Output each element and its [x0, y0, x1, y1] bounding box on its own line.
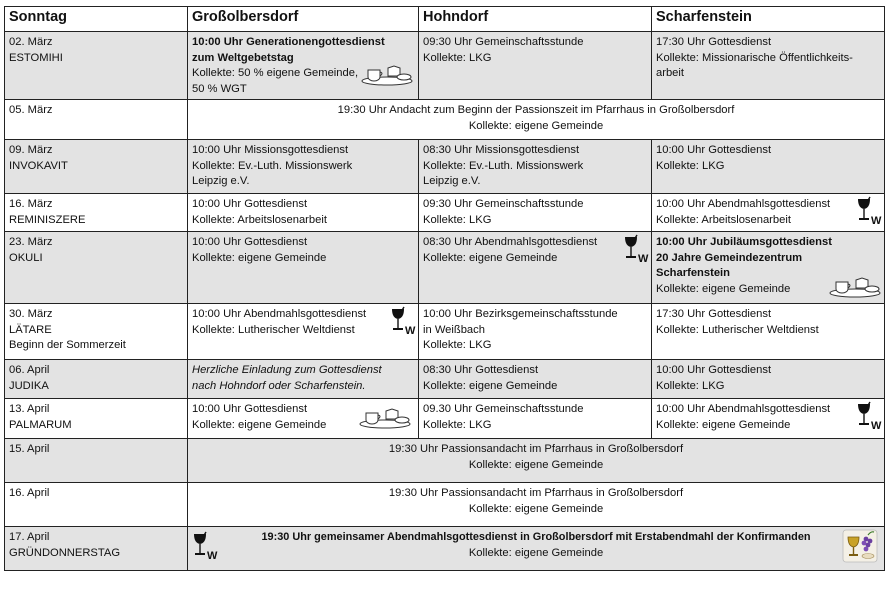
- hohndorf-cell: [419, 360, 652, 399]
- date-cell: [5, 360, 188, 399]
- grossolbersdorf-cell: [188, 360, 419, 399]
- coffee-cups-icon: [358, 407, 412, 429]
- date-note: Beginn der Sommerzeit: [9, 339, 126, 351]
- date-cell: [5, 483, 188, 527]
- grossolbersdorf-cell: [188, 232, 419, 304]
- date-cell: [5, 439, 188, 483]
- wine-chalice-icon: [856, 401, 882, 431]
- date-text: 16. März: [9, 198, 53, 210]
- service-title: 09:30 Uhr Gemeinschaftsstunde: [423, 198, 584, 210]
- date-text: 17. April: [9, 531, 50, 543]
- service-title: 19:30 Uhr Andacht zum Beginn der Passionszeit im Pfarrhaus in Großolbersdorf: [337, 104, 735, 116]
- date-text: 02. März: [9, 36, 53, 48]
- grossolbersdorf-cell: [188, 194, 419, 232]
- service-title: 10:00 Uhr Gottesdienst: [656, 144, 772, 156]
- collection-text: Leipzig e.V.: [192, 175, 250, 187]
- header-row: [5, 7, 885, 32]
- collection-text: Kollekte: eigene Gemeinde: [656, 418, 791, 431]
- grossolbersdorf-cell: [188, 304, 419, 360]
- date-cell: [5, 304, 188, 360]
- svg-text:W: W: [405, 325, 416, 336]
- table-row: [5, 439, 885, 483]
- sunday-name: GRÜNDONNERSTAG: [9, 546, 121, 559]
- date-text: 13. April: [9, 403, 50, 415]
- service-title: 08:30 Uhr Missionsgottesdienst: [423, 144, 580, 156]
- collection-text: Kollekte: LKG: [423, 339, 492, 351]
- combined-service-cell: [188, 439, 885, 483]
- collection-text: Kollekte: eigene Gemeinde: [423, 379, 558, 392]
- service-title: 10:00 Uhr Abendmahlsgottesdienst: [192, 308, 367, 320]
- service-subtitle: Scharfenstein: [656, 267, 730, 279]
- hohndorf-cell: [419, 140, 652, 194]
- svg-text:W: W: [638, 253, 649, 264]
- service-title: 10:00 Uhr Generationengottesdienst: [192, 36, 385, 48]
- service-title: 10:00 Uhr Gottesdienst: [192, 403, 308, 415]
- date-text: 23. März: [9, 236, 53, 248]
- collection-text: Kollekte: eigene Gemeinde: [423, 251, 558, 264]
- service-title: 19:30 Uhr Passionsandacht im Pfarrhaus in Großolbersdorf: [388, 487, 684, 499]
- scharfenstein-cell: [652, 194, 885, 232]
- hohndorf-cell: [419, 194, 652, 232]
- grapes-chalice-icon: [842, 529, 878, 563]
- collection-text: Kollekte: LKG: [656, 379, 725, 392]
- date-cell: [5, 527, 188, 571]
- service-subtitle: zum Weltgebetstag: [192, 51, 294, 64]
- service-title: 19:30 Uhr Passionsandacht im Pfarrhaus in Großolbersdorf: [388, 443, 684, 455]
- table-row: [5, 140, 885, 194]
- table-row: [5, 483, 885, 527]
- collection-text: Kollekte: LKG: [423, 418, 492, 431]
- date-text: 05. März: [9, 104, 53, 116]
- collection-text: Kollekte: 50 % eigene Gemeinde,: [192, 67, 359, 79]
- wine-chalice-icon: [856, 196, 882, 226]
- table-row: [5, 232, 885, 304]
- collection-text: Kollekte: eigene Gemeinde: [192, 418, 327, 431]
- scharfenstein-cell: [652, 304, 885, 360]
- collection-text: Kollekte: Missionarische Öffentlichkeits-: [656, 51, 853, 64]
- combined-service-cell: [188, 483, 885, 527]
- hohndorf-cell: [419, 32, 652, 100]
- collection-text: arbeit: [656, 67, 684, 79]
- svg-text:W: W: [871, 215, 882, 226]
- svg-text:W: W: [207, 550, 218, 561]
- scharfenstein-cell: [652, 360, 885, 399]
- service-title: 10:00 Uhr Jubiläumsgottesdienst: [656, 236, 832, 248]
- service-title: 19:30 Uhr gemeinsamer Abendmahlsgottesdienst in Großolbersdorf mit Erstabendmahl der Konfirmanden: [261, 531, 811, 543]
- service-title: 10:00 Uhr Bezirksgemeinschaftsstunde: [423, 308, 618, 320]
- scharfenstein-cell: [652, 232, 885, 304]
- service-title: 17:30 Uhr Gottesdienst: [656, 36, 772, 48]
- collection-text: Kollekte: eigene Gemeinde: [656, 282, 791, 295]
- collection-text: Kollekte: Lutherischer Weltdienst: [192, 323, 355, 336]
- service-title: 09.30 Uhr Gemeinschaftsstunde: [423, 403, 584, 415]
- grossolbersdorf-cell: [188, 399, 419, 439]
- scharfenstein-cell: [652, 140, 885, 194]
- date-cell: [5, 194, 188, 232]
- wine-chalice-icon: [192, 531, 218, 561]
- collection-text: Kollekte: Ev.-Luth. Missionswerk: [192, 159, 353, 172]
- collection-text: Kollekte: LKG: [423, 51, 492, 64]
- wine-chalice-icon: [623, 234, 649, 264]
- collection-text: Kollekte: eigene Gemeinde: [468, 502, 604, 515]
- wine-chalice-icon: [390, 306, 416, 336]
- invitation-text: nach Hohndorf oder Scharfenstein.: [192, 379, 366, 392]
- service-title: 17:30 Uhr Gottesdienst: [656, 308, 772, 320]
- sunday-name: REMINISZERE: [9, 213, 86, 226]
- header-grossolbersdorf: Großolbersdorf: [188, 7, 419, 32]
- date-text: 15. April: [9, 443, 50, 455]
- date-cell: [5, 100, 188, 140]
- date-text: 16. April: [9, 487, 50, 499]
- table-row: [5, 32, 885, 100]
- combined-service-cell: [188, 527, 885, 571]
- hohndorf-cell: [419, 304, 652, 360]
- collection-text: Kollekte: Arbeitslosenarbeit: [192, 213, 327, 226]
- service-title: 08:30 Uhr Gottesdienst: [423, 364, 539, 376]
- collection-text: Kollekte: eigene Gemeinde: [468, 546, 604, 559]
- sunday-name: PALMARUM: [9, 418, 72, 431]
- service-title: 10:00 Uhr Gottesdienst: [192, 236, 308, 248]
- collection-text: Kollekte: Arbeitslosenarbeit: [656, 213, 791, 226]
- date-cell: [5, 232, 188, 304]
- sunday-name: INVOKAVIT: [9, 159, 68, 172]
- hohndorf-cell: [419, 399, 652, 439]
- collection-text: Kollekte: eigene Gemeinde: [192, 251, 327, 264]
- header-scharfenstein: Scharfenstein: [652, 7, 885, 32]
- date-cell: [5, 399, 188, 439]
- date-text: 30. März: [9, 308, 53, 320]
- sunday-name: OKULI: [9, 251, 43, 264]
- sunday-name: ESTOMIHI: [9, 51, 63, 64]
- svg-text:W: W: [871, 420, 882, 431]
- collection-text: Leipzig e.V.: [423, 175, 481, 187]
- service-location: in Weißbach: [423, 323, 485, 336]
- service-title: 10:00 Uhr Abendmahlsgottesdienst: [656, 403, 831, 415]
- date-text: 09. März: [9, 144, 53, 156]
- service-subtitle: 20 Jahre Gemeindezentrum: [656, 251, 803, 264]
- service-title: 10:00 Uhr Missionsgottesdienst: [192, 144, 349, 156]
- combined-service-cell: [188, 100, 885, 140]
- collection-text: Kollekte: Lutherischer Weltdienst: [656, 323, 819, 336]
- table-row: [5, 304, 885, 360]
- invitation-text: Herzliche Einladung zum Gottesdienst: [192, 364, 382, 376]
- collection-text: Kollekte: Ev.-Luth. Missionswerk: [423, 159, 584, 172]
- collection-text: Kollekte: eigene Gemeinde: [468, 458, 604, 471]
- hohndorf-cell: [419, 232, 652, 304]
- table-row: [5, 360, 885, 399]
- collection-text: 50 % WGT: [192, 82, 247, 95]
- collection-text: Kollekte: LKG: [656, 159, 725, 172]
- scharfenstein-cell: [652, 399, 885, 439]
- table-row: [5, 399, 885, 439]
- date-cell: [5, 140, 188, 194]
- sunday-name: JUDIKA: [9, 379, 49, 392]
- header-sonntag: Sonntag: [5, 7, 188, 32]
- collection-text: Kollekte: LKG: [423, 213, 492, 226]
- service-title: 10:00 Uhr Gottesdienst: [192, 198, 308, 210]
- sunday-name: LÄTARE: [9, 323, 52, 336]
- service-title: 10:00 Uhr Gottesdienst: [656, 364, 772, 376]
- service-schedule-table: [4, 6, 885, 571]
- coffee-cups-icon: [828, 276, 882, 298]
- service-title: 08:30 Uhr Abendmahlsgottesdienst: [423, 236, 598, 248]
- grossolbersdorf-cell: [188, 140, 419, 194]
- header-hohndorf: Hohndorf: [419, 7, 652, 32]
- scharfenstein-cell: [652, 32, 885, 100]
- collection-text: Kollekte: eigene Gemeinde: [468, 119, 604, 132]
- service-title: 10:00 Uhr Abendmahlsgottesdienst: [656, 198, 831, 210]
- table-row: [5, 527, 885, 571]
- grossolbersdorf-cell: [188, 32, 419, 100]
- service-title: 09:30 Uhr Gemeinschaftsstunde: [423, 36, 584, 48]
- date-cell: [5, 32, 188, 100]
- table-row: [5, 100, 885, 140]
- table-row: [5, 194, 885, 232]
- coffee-cups-icon: [360, 64, 414, 86]
- date-text: 06. April: [9, 364, 50, 376]
